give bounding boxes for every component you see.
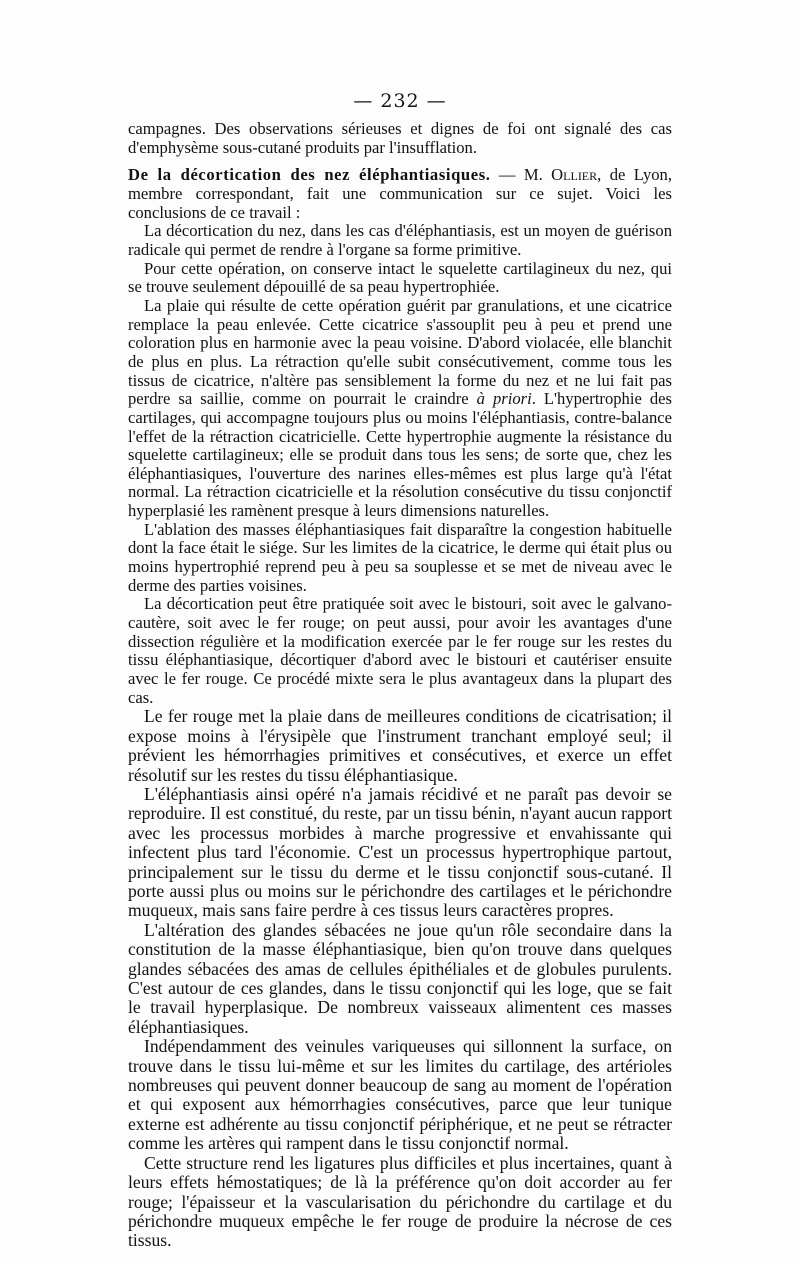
paragraph: Cette structure rend les ligatures plus difficiles et plus incertaines, quant à leurs effets hémostatiques; de là la préférence qu'on doit accorder au fer rouge; l'épaisseur et la vascularisation du périchondre du cartilage et du périchondre muqueux empêche le fer rouge de produire la nécrose de ces tissus. (128, 1152, 672, 1251)
paragraph: La décortication peut être pratiquée soit avec le bistouri, soit avec le galvano-cautère, soit avec le fer rouge; on peut aussi, pour avoir les avantages d'une dissection régulière et la modification exercée par le fer rouge sur les restes du tissu éléphantiasique, décortiquer d'abord avec le bistouri et cautériser ensuite avec le fer rouge. Ce procédé mixte sera le plus avantageux dans la plupart des cas. (128, 594, 672, 707)
italic-phrase: à priori (476, 389, 532, 409)
paragraph: Pour cette opération, on conserve intact le squelette cartilagineux du nez, qui se trouve seulement dépouillé de sa peau hypertrophiée. (128, 258, 672, 297)
intro-text: , de Lyon, membre correspondant, fait une communication sur ce sujet. Voici les conclusions de ce travail : (128, 165, 672, 222)
paragraph (128, 297, 672, 521)
paragraph: La décortication du nez, dans les cas d'éléphantiasis, est un moyen de guérison radicale qui permet de rendre à l'organe sa forme primitive. (128, 221, 672, 259)
heading-separator: — M. (490, 165, 552, 185)
paragraph: L'altération des glandes sébacées ne joue qu'un rôle secondaire dans la constitution de la masse éléphantiasique, bien qu'on trouve dans quelques glandes sébacées des amas de cellules épithéliales et de globules purulents. C'est autour de ces glandes, dans le tissu conjonctif qui les loge, que se fait le travail hyperplasique. De nombreux vaisseaux alimentent ces masses éléphantiasiques. (128, 919, 672, 1037)
section-heading: De la décortication des nez éléphantiasiques. (128, 165, 491, 185)
section-intro (128, 166, 672, 222)
paragraph-text: . L'hypertrophie des cartilages, qui accompagne toujours plus ou moins l'éléphantiasis, contre-balance l'effet de la rétraction cicatricielle. Cette hypertrophie augmente la résistance du squelette cartilagineux; elle se produit dans tous les sens; de sorte que, chez les éléphantiasiques, l'ouverture des narines elles-mêmes est plus large qu'à l'état normal. La rétraction cicatricielle et la résolution consécutive du tissu conjonctif hyperplasié les ramènent presque à leurs dimensions naturelles. (128, 389, 672, 521)
paragraph-text: La plaie qui résulte de cette opération guérit par granulations, et une cicatrice remplace la peau enlevée. Cette cicatrice s'assouplit peu à peu et prend une coloration plus en harmonie avec la peau voisine. D'abord violacée, elle blanchit de plus en plus. La rétraction qu'elle subit consécutivement, comme tous les tissus de cicatrice, n'altère pas sensiblement la forme du nez et ne lui fait pas perdre sa saillie, comme on pourrait le craindre (128, 295, 672, 409)
paragraph: L'ablation des masses éléphantiasiques fait disparaître la congestion habituelle dont la face était le siége. Sur les limites de la cicatrice, le derme qui était plus ou moins hypertrophié reprend peu à peu sa souplesse et se met de niveau avec le derme des parties voisines. (128, 519, 672, 595)
paragraph-continuation: campagnes. Des observations sérieuses et dignes de foi ont signalé des cas d'emphysème sous-cutané produits par l'insufflation. (128, 119, 672, 157)
paragraph: Le fer rouge met la plaie dans de meilleures conditions de cicatrisation; il expose moins à l'érysipèle que l'instrument tranchant employé seul; il prévient les hémorrhagies primitives et consécutives, et exerce un effet résolutif sur les restes du tissu éléphantiasique. (128, 706, 672, 785)
author-name: Ollier (551, 165, 598, 185)
paragraph: L'éléphantiasis ainsi opéré n'a jamais récidivé et ne paraît pas devoir se reproduire. Il est constitué, du reste, par un tissu bénin, n'ayant aucun rapport avec les processus morbides à marche progressive et envahissante qui infectent plus tard l'économie. C'est un processus hypertrophique partout, principalement sur le tissu du derme et le tissu conjonctif sous-cutané. Il porte aussi plus ou moins sur le périchondre des cartilages et le périchondre muqueux, mais sans faire perdre à ces tissus leurs caractères propres. (128, 783, 672, 921)
paragraph: Indépendamment des veinules variqueuses qui sillonnent la surface, on trouve dans le tissu lui-même et sur les limites du cartilage, des artérioles nombreuses qui peuvent donner beaucoup de sang au moment de l'opération et qui exposent aux hémorrhagies consécutives, parce que leur tunique externe est adhérente au tissu conjonctif périphérique, et ne peut se rétracter comme les artères qui rampent dans le tissu conjonctif normal. (128, 1036, 672, 1154)
page-number: — 232 — (353, 90, 447, 112)
body-text (128, 120, 672, 1251)
